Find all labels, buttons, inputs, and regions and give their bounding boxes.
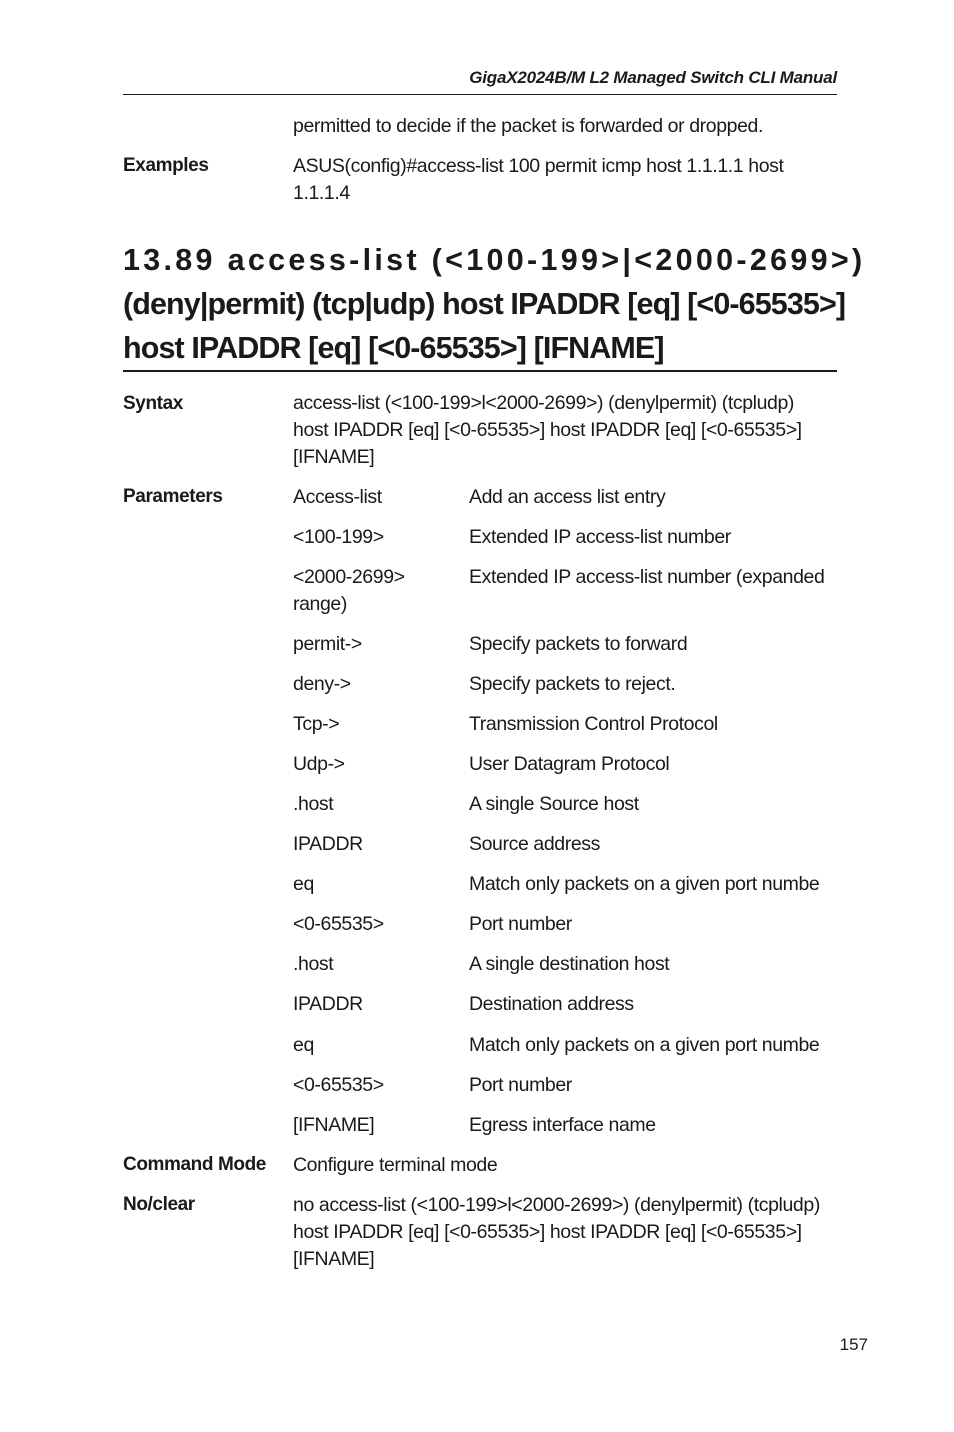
command-mode-value: Configure terminal mode: [293, 1154, 498, 1176]
param-name: IPADDR: [293, 993, 363, 1015]
param-desc: User Datagram Protocol: [469, 753, 670, 775]
header-rule: [123, 94, 837, 95]
param-desc: Match only packets on a given port numbe: [469, 873, 820, 895]
syntax-line-2: host IPADDR [eq] [<0-65535>] host IPADDR [eq] [<0-65535>]: [293, 419, 802, 441]
param-desc: Match only packets on a given port numbe: [469, 1034, 820, 1056]
syntax-line-3: [IFNAME]: [293, 446, 375, 468]
running-header: GigaX2024B/M L2 Managed Switch CLI Manual: [469, 68, 837, 87]
syntax-label: Syntax: [123, 393, 183, 414]
param-desc: Source address: [469, 833, 600, 855]
param-desc: Transmission Control Protocol: [469, 713, 718, 735]
param-name: <100-199>: [293, 526, 384, 548]
param-desc: Egress interface name: [469, 1114, 656, 1136]
examples-label: Examples: [123, 155, 209, 176]
no-clear-text: [293, 1192, 838, 1273]
parameters-label: Parameters: [123, 486, 223, 507]
param-name: Access-list: [293, 486, 382, 508]
command-mode-label: Command Mode: [123, 1154, 266, 1175]
param-name: Tcp->: [293, 713, 340, 735]
param-desc: Extended IP access-list number (expanded: [469, 566, 825, 588]
param-name: eq: [293, 1034, 314, 1056]
no-clear-line-2: host IPADDR [eq] [<0-65535>] host IPADDR [eq] [<0-65535>]: [293, 1221, 802, 1243]
param-name: permit->: [293, 633, 362, 655]
examples-line-1: ASUS(config)#access-list 100 permit icmp host 1.1.1.1 host: [293, 155, 784, 177]
no-clear-line-3: [IFNAME]: [293, 1248, 375, 1270]
param-desc: A single Source host: [469, 793, 639, 815]
param-name: <2000-2699>: [293, 566, 405, 588]
param-desc: Add an access list entry: [469, 486, 666, 508]
param-name: eq: [293, 873, 314, 895]
param-name: [IFNAME]: [293, 1114, 375, 1136]
param-desc-continuation: range): [293, 593, 347, 615]
param-name: <0-65535>: [293, 913, 384, 935]
param-desc: Destination address: [469, 993, 634, 1015]
param-desc: A single destination host: [469, 953, 670, 975]
section-heading-line-2: (deny|permit) (tcp|udp) host IPADDR [eq] [<0-65535>]: [123, 287, 846, 321]
page-number: 157: [839, 1335, 868, 1354]
examples-line-2: 1.1.1.4: [293, 182, 350, 204]
param-desc: Specify packets to forward: [469, 633, 688, 655]
param-name: .host: [293, 793, 334, 815]
param-name: .host: [293, 953, 334, 975]
section-heading-line-1: 13.89 access-list (<100-199>|<2000-2699>): [123, 243, 866, 277]
no-clear-line-1: no access-list (<100-199>l<2000-2699>) (denylpermit) (tcpludp): [293, 1194, 820, 1216]
intro-text: permitted to decide if the packet is forwarded or dropped.: [293, 115, 763, 137]
examples-text: [293, 153, 838, 207]
no-clear-label: No/clear: [123, 1194, 195, 1215]
syntax-text: [293, 390, 838, 471]
param-desc: Specify packets to reject.: [469, 673, 676, 695]
section-heading: [123, 238, 866, 370]
param-desc: Extended IP access-list number: [469, 526, 731, 548]
param-desc: Port number: [469, 913, 572, 935]
param-name: IPADDR: [293, 833, 363, 855]
syntax-line-1: access-list (<100-199>l<2000-2699>) (denylpermit) (tcpludp): [293, 392, 795, 414]
param-desc: Port number: [469, 1074, 572, 1096]
param-name: <0-65535>: [293, 1074, 384, 1096]
param-name: deny->: [293, 673, 351, 695]
heading-rule: [123, 370, 837, 372]
param-name: Udp->: [293, 753, 345, 775]
section-heading-line-3: host IPADDR [eq] [<0-65535>] [IFNAME]: [123, 331, 664, 365]
